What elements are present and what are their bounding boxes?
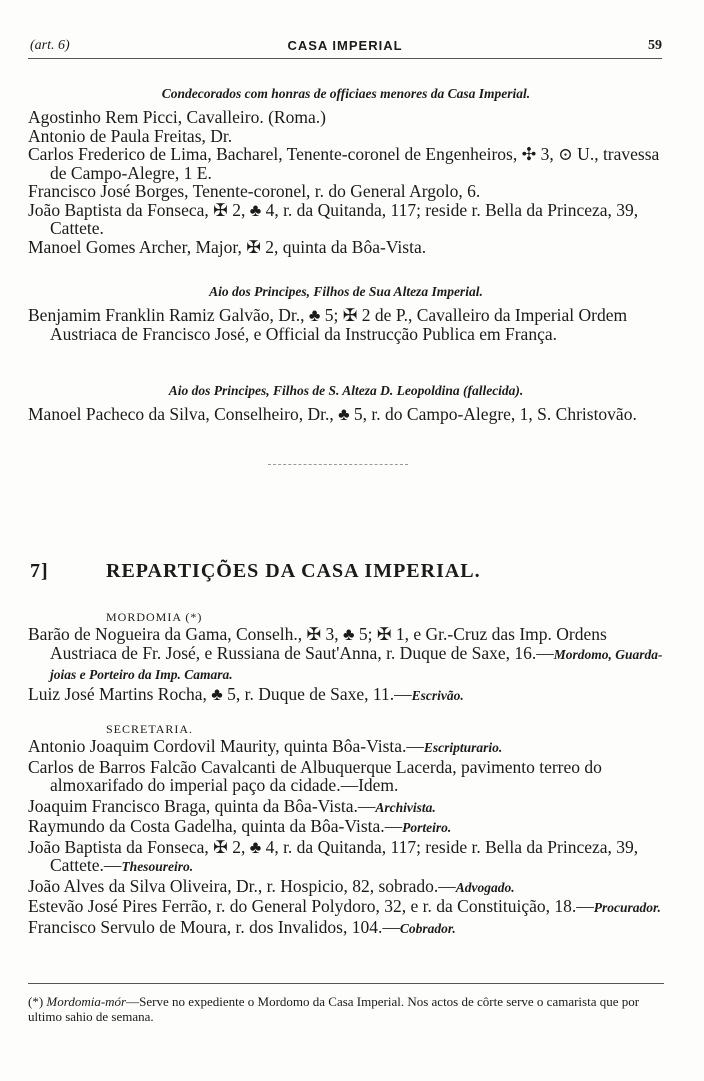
- list-item: Manoel Pacheco da Silva, Conselheiro, Dr., ♣ 5, r. do Campo-Alegre, 1, S. Christovão.: [28, 404, 637, 424]
- footnote-term: Mordomia-mór: [46, 994, 127, 1009]
- section-heading: Aio dos Principes, Filhos de Sua Alteza Imperial.: [209, 284, 483, 299]
- running-header: [28, 38, 662, 59]
- list-item: Francisco José Borges, Tenente-coronel, r. do General Argolo, 6.: [28, 181, 481, 201]
- list-item: Luiz José Martins Rocha, ♣ 5, r. Duque de Saxe, 11.—Escrivão.: [28, 683, 464, 704]
- footnote-divider: [28, 983, 664, 984]
- page-number: 59: [648, 38, 662, 53]
- header-title: CASA IMPERIAL: [287, 38, 403, 53]
- chapter-number: 7]: [30, 560, 49, 582]
- list-item: João Baptista da Fonseca, ✠ 2, ♣ 4, r. da Quitanda, 117; reside r. Bella da Princeza, 39, Cattete.: [28, 199, 639, 238]
- list-item: Estevão José Pires Ferrão, r. do General Polydoro, 32, e r. da Constituição, 18.—Procurador.: [28, 896, 661, 916]
- list-item: Raymundo da Costa Gadelha, quinta da Bôa-Vista.—Porteiro.: [28, 816, 452, 836]
- list-item: Carlos Frederico de Lima, Bacharel, Tenente-coronel de Engenheiros, ✣ 3, ⊙ U., travessa de Campo-Alegre, 1 E.: [28, 144, 660, 183]
- list-item: Antonio de Paula Freitas, Dr.: [28, 125, 233, 146]
- list-item: João Alves da Silva Oliveira, Dr., r. Hospicio, 82, sobrado.—Advogado.: [28, 875, 515, 896]
- subsection-label: SECRETARIA.: [106, 722, 194, 736]
- footnote: [28, 994, 664, 1024]
- list-item: Barão de Nogueira da Gama, Conselh., ✠ 3, ♣ 5; ✠ 1, e Gr.-Cruz das Imp. Ordens Austriaca de Fr. José, e Russiana de Saut'Anna, r. Duque de Saxe, 16.—Mordomo, Guarda-joias e Porteiro da Imp. Camara.: [28, 624, 663, 682]
- section-secretaria: [28, 722, 664, 938]
- section-condecorados: [28, 86, 664, 256]
- list-item: Carlos de Barros Falcão Cavalcanti de Albuquerque Lacerda, pavimento terreo do almoxarifado do imperial paço da cidade.—Idem.: [28, 756, 602, 795]
- list-item: Benjamim Franklin Ramiz Galvão, Dr., ♣ 5; ✠ 2 de P., Cavalleiro da Imperial Ordem Austriaca de Francisco José, e Official da Instrucção Publica em França.: [28, 305, 628, 344]
- list-item: Francisco Servulo de Moura, r. dos Invalidos, 104.—Cobrador.: [28, 916, 456, 937]
- list-item: Manoel Gomes Archer, Major, ✠ 2, quinta da Bôa-Vista.: [28, 236, 427, 257]
- list-item: João Baptista da Fonseca, ✠ 2, ♣ 4, r. da Quitanda, 117; reside r. Bella da Princeza, 39, Cattete.—Thesoureiro.: [28, 836, 639, 875]
- footnote-mark: (*): [28, 994, 44, 1009]
- list-item: Agostinho Rem Picci, Cavalleiro. (Roma.): [28, 107, 326, 127]
- list-item: Antonio Joaquim Cordovil Maurity, quinta Bôa-Vista.—Escripturario.: [28, 736, 503, 756]
- section-aio-leopoldina: [28, 383, 664, 424]
- list-item: Joaquim Francisco Braga, quinta da Bôa-Vista.—Archivista.: [28, 795, 436, 816]
- chapter-title: REPARTIÇÕES DA CASA IMPERIAL.: [106, 560, 481, 582]
- section-mordomia: [28, 610, 664, 705]
- section-heading: Condecorados com honras de officiaes menores da Casa Imperial.: [161, 86, 531, 101]
- section-aio-principes: [28, 284, 664, 343]
- section-heading: Aio dos Principes, Filhos de S. Alteza D. Leopoldina (fallecida).: [168, 383, 524, 398]
- header-article: (art. 6): [30, 38, 70, 53]
- divider: [268, 464, 408, 465]
- subsection-label: MORDOMIA (*): [106, 610, 203, 624]
- footnote-text: —Serve no expediente o Mordomo da Casa Imperial. Nos actos de côrte serve o camarista que por ultimo sahio de semana.: [28, 994, 640, 1024]
